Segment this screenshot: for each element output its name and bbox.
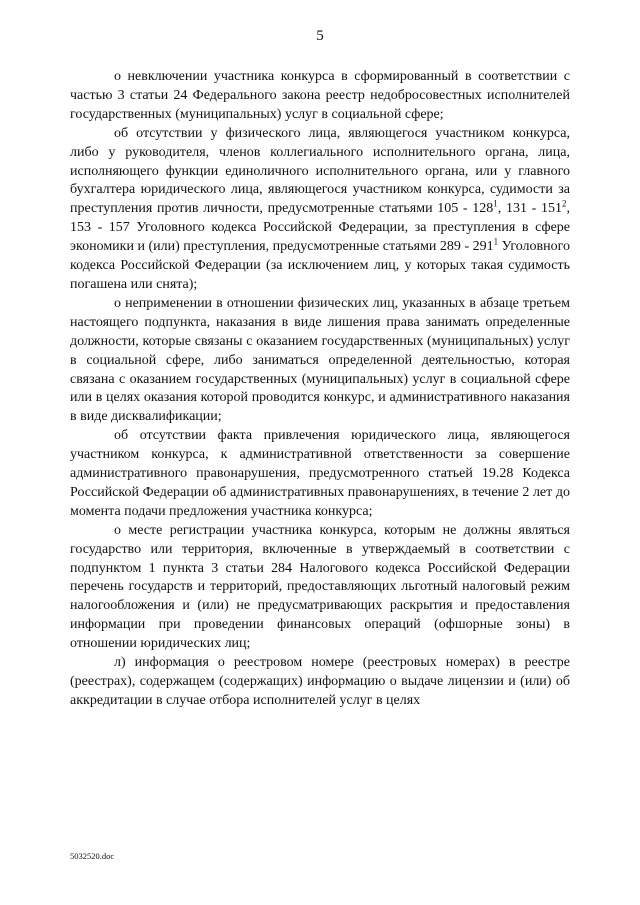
superscript: 1 xyxy=(493,236,499,247)
paragraph xyxy=(70,654,570,711)
superscript: 1 xyxy=(493,198,498,209)
paragraph xyxy=(70,295,570,427)
paragraph xyxy=(70,68,570,125)
text-run: Уголовного кодекса Российской Федерации (за исключением лиц, у которых такая судимость погашена или снята); xyxy=(70,239,571,292)
paragraph xyxy=(70,125,570,295)
document-filename: 5032520.doc xyxy=(70,851,115,861)
text-run: о месте регистрации участника конкурса, которым не должны являться государство или территория, включенные в утверждаемый в соответствии с подпунктом 1 пункта 3 статьи 284 Налогового кодекса Российской Федерации перечень государств и территорий, предоставляющих льготный налоговый режим налогообложения и (или) не предусматривающих раскрытия и предоставления информации при проведении финансовых операций (офшорные зоны) в отношении юридических лиц; xyxy=(70,522,570,652)
paragraph xyxy=(70,522,570,654)
text-run: об отсутствии у физического лица, являющегося участником конкурса, либо у руководителя, членов коллегиального исполнительного органа, лица, исполняющего функции единоличного исполнительного органа, или у главного бухгалтера юридического лица, являющегося участником конкурса, судимости за преступления против личности, предусмотренные статьями 105 - 128 xyxy=(70,125,570,217)
text-run: об отсутствии факта привлечения юридического лица, являющегося участником конкурса, к административной ответственности за совершение административного правонарушения, предусмотренного статьей 19.28 Кодекса Российской Федерации об административных правонарушениях, в течение 2 лет до момента подачи предложения участника конкурса; xyxy=(70,428,570,519)
page-number: 5 xyxy=(316,28,324,44)
text-run: о невключении участника конкурса в сформированный в соответствии с частью 3 статьи 24 Федерального закона реестр недобросовестных исполнителей государственных (муниципальных) услуг в социальной сфере; xyxy=(70,69,570,122)
document-body xyxy=(70,68,570,711)
superscript: 2 xyxy=(562,198,567,209)
text-run: , 131 - 151 xyxy=(497,201,562,217)
text-run: , 153 - 157 Уголовного кодекса Российской Федерации, за преступления в сфере экономики и (или) преступления, предусмотренные статьями 289 - 291 xyxy=(70,201,570,255)
text-run: л) информация о реестровом номере (реестровых номерах) в реестре (реестрах), содержащем (содержащих) информацию о выдаче лицензии и (или) об аккредитации в случае отбора исполнителей услуг в целях xyxy=(70,655,570,708)
text-run: о неприменении в отношении физических лиц, указанных в абзаце третьем настоящего подпункта, наказания в виде лишения права занимать определенные должности, которые связаны с оказанием государственных (муниципальных) услуг в социальной сфере, либо заниматься определенной деятельностью, которая связана с оказанием государственных (муниципальных) услуг в социальной сфере или в целях оказания которой проводится конкурс, и административного наказания в виде дисквалификации; xyxy=(70,295,570,425)
paragraph xyxy=(70,427,570,522)
